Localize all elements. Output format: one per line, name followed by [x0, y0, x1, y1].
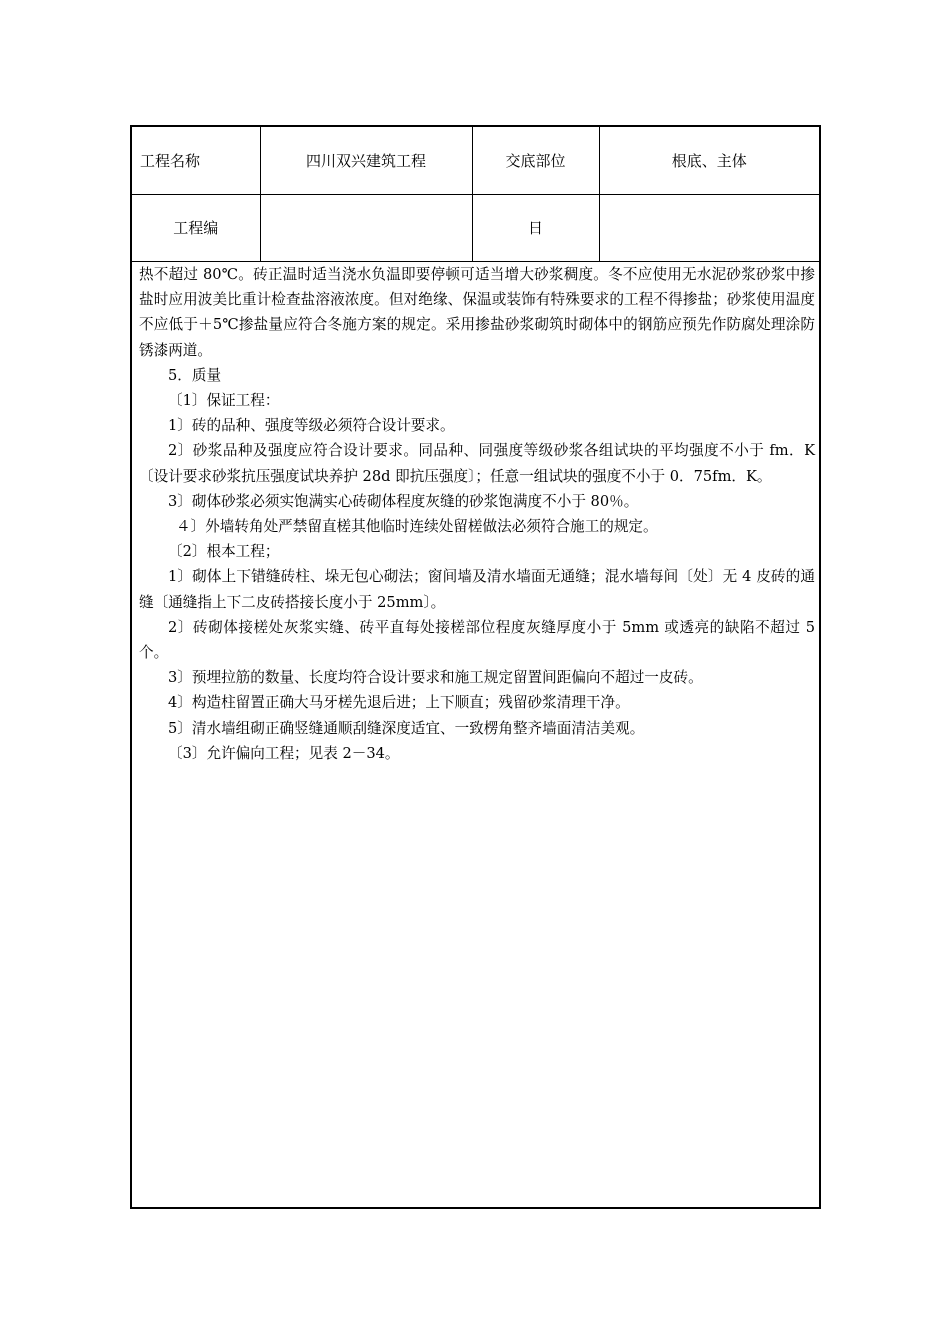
date-label: 日	[472, 194, 599, 261]
date-value	[599, 194, 819, 261]
paragraph-winter-mortar: 热不超过 80℃。砖正温时适当浇水负温即要停顿可适当增大砂浆稠度。冬不应使用无水泥砂浆砂浆中掺盐时应用波美比重计检查盐溶液浓度。但对绝缘、保温或装饰有特殊要求的工程不得掺盐；砂浆使用温度不应低于＋5℃掺盐量应符合冬施方案的规定。采用掺盐砂浆砌筑时砌体中的钢筋应预先作防腐处理涂防锈漆两道。	[139, 266, 815, 359]
basic-item-5: 5〕清水墙组砌正确竖缝通顺刮缝深度适宜、一致楞角整齐墙面清洁美观。	[168, 719, 645, 737]
basic-item-1: 1〕砌体上下错缝砖柱、垛无包心砌法；窗间墙及清水墙面无通缝；混水墙每间〔处〕无 4 皮砖的通缝〔通缝指上下二皮砖搭接长度小于 25mm〕。	[139, 568, 815, 611]
basic-item-3: 3〕预埋拉筋的数量、长度均符合设计要求和施工规定留置间距偏向不超过一皮砖。	[168, 669, 703, 687]
guarantee-item-3: 3〕砌体砂浆必须实饱满实心砖砌体程度灰缝的砂浆饱满度不小于 80％。	[168, 492, 639, 510]
subsection-guarantee-heading: 〔1〕保证工程：	[168, 392, 280, 410]
header-row-number-date	[132, 194, 819, 261]
project-name-label: 工程名称	[132, 127, 260, 194]
guarantee-item-1: 1〕砖的品种、强度等级必须符合设计要求。	[168, 417, 455, 435]
section-quality-heading: 5．质量	[168, 366, 222, 384]
guarantee-item-4: ４〕外墙转角处严禁留直槎其他临时连续处留槎做法必须符合施工的规定。	[176, 518, 658, 536]
subsection-basic-heading: 〔2〕根本工程；	[168, 543, 280, 561]
project-no-label: 工程编	[132, 194, 260, 261]
header-row-project	[132, 127, 819, 194]
basic-item-4: 4〕构造柱留置正确大马牙槎先退后进；上下顺直；残留砂浆清理干净。	[168, 694, 630, 712]
basic-item-2: 2〕砖砌体接槎处灰浆实缝、砖平直每处接槎部位程度灰缝厚度小于 5mm 或透亮的缺陷不超过 5 个。	[139, 618, 815, 662]
project-name-value: 四川双兴建筑工程	[260, 127, 472, 194]
guarantee-item-2: 2〕砂浆品种及强度应符合设计要求。同品种、同强度等级砂浆各组试块的平均强度不小于 fm．K〔设计要求砂浆抗压强度试块养护 28d 即抗压强度〕；任意一组试块的强度不小于 0．75fm．K。	[139, 442, 815, 485]
handover-sheet	[130, 125, 821, 1209]
handover-part-value: 根底、主体	[599, 127, 819, 194]
project-no-value	[260, 194, 472, 261]
content-body	[139, 262, 815, 766]
handover-part-label: 交底部位	[472, 127, 599, 194]
subsection-tolerance-heading: 〔3〕允许偏向工程；见表 2－34。	[168, 744, 400, 762]
header-table	[132, 127, 819, 262]
